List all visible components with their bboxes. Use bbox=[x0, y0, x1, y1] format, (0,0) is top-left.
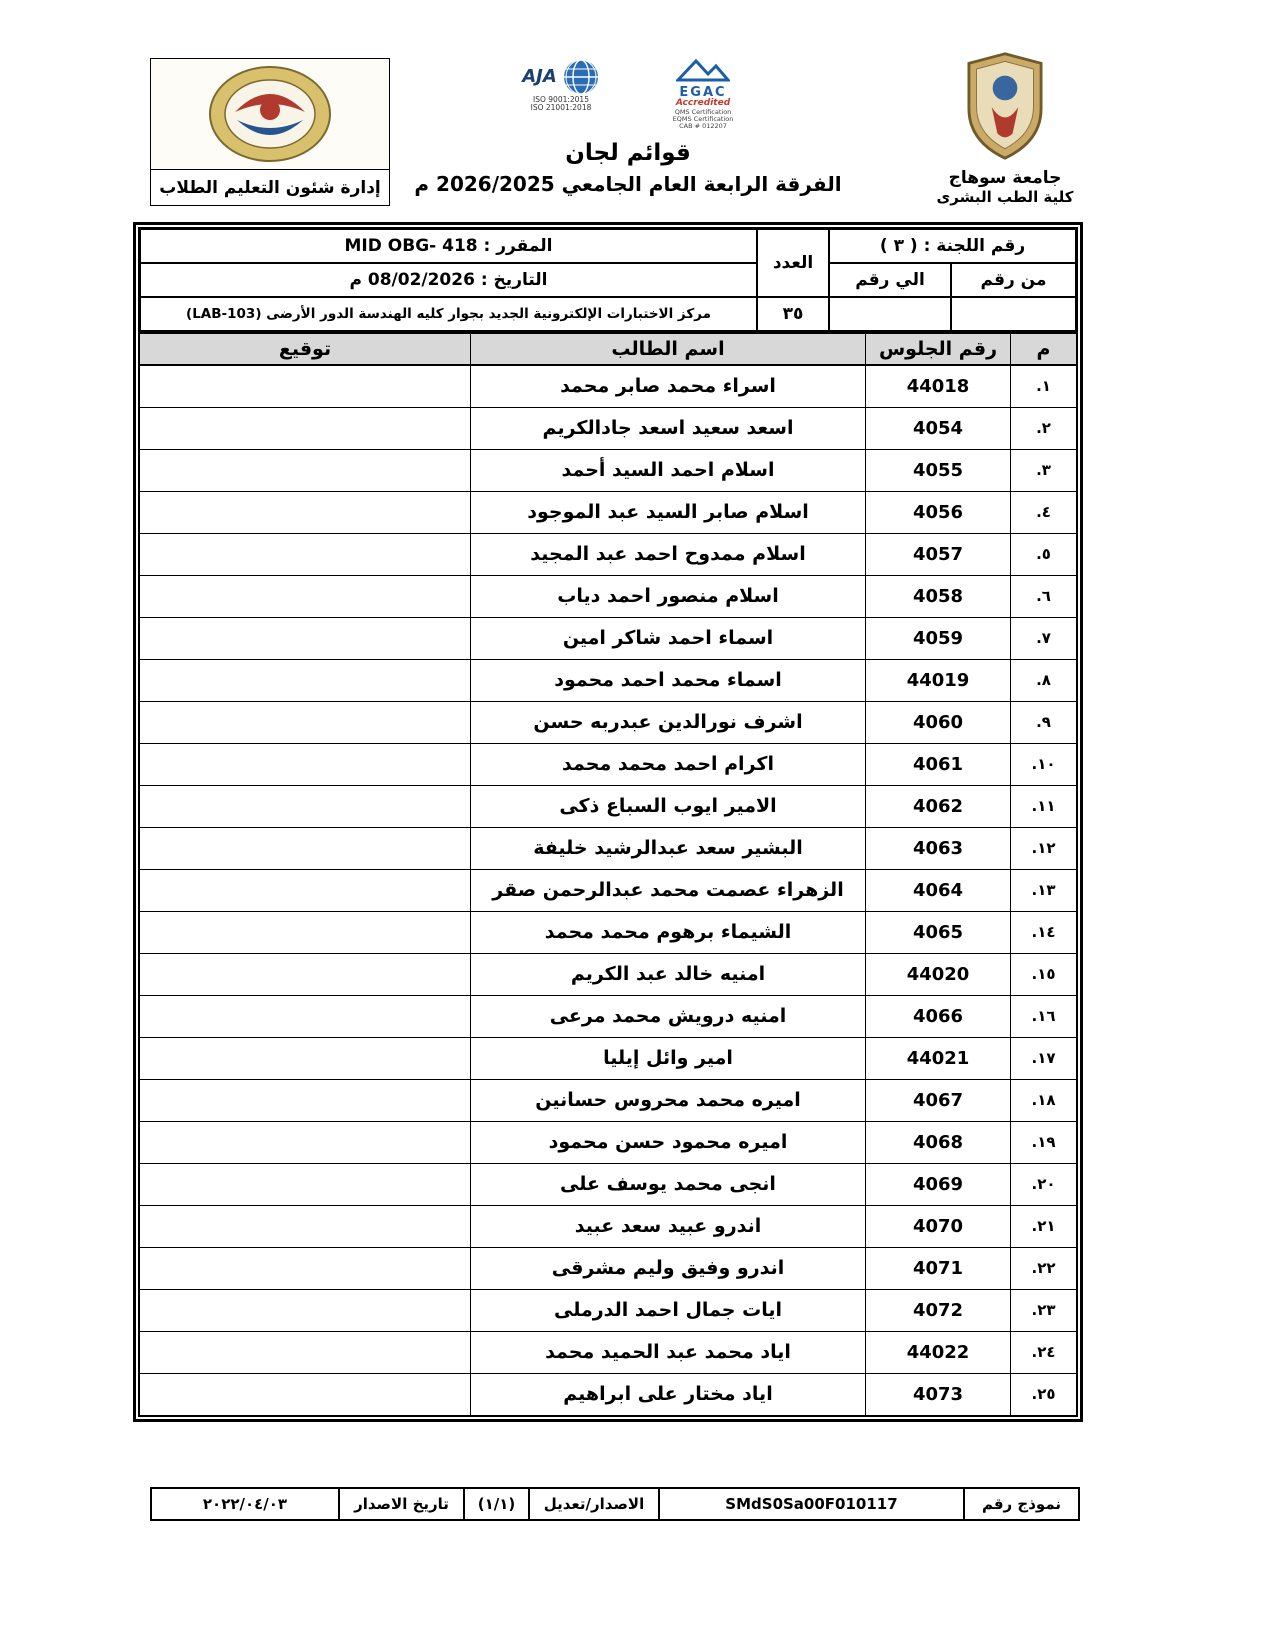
count-value: ٣٥ bbox=[757, 297, 829, 331]
signature-cell bbox=[140, 1289, 471, 1331]
student-row bbox=[140, 1121, 1077, 1163]
student-name: اياد مختار على ابراهيم bbox=[471, 1373, 866, 1415]
col-header-number: م bbox=[1011, 333, 1077, 365]
row-number: ٣. bbox=[1011, 449, 1077, 491]
signature-cell bbox=[140, 1373, 471, 1415]
exam-location: مركز الاختبارات الإلكترونية الجديد بجوار كليه الهندسة الدور الأرضى (LAB-103) bbox=[140, 297, 757, 331]
student-name: البشير سعد عبدالرشيد خليفة bbox=[471, 827, 866, 869]
signature-cell bbox=[140, 1205, 471, 1247]
version-value: (١/١) bbox=[464, 1488, 529, 1520]
row-number: ٩. bbox=[1011, 701, 1077, 743]
egac-name: EGAC bbox=[679, 84, 727, 100]
row-number: ٦. bbox=[1011, 575, 1077, 617]
count-label: العدد bbox=[757, 229, 829, 297]
administration-caption: إدارة شئون التعليم الطلاب bbox=[150, 170, 390, 206]
faculty-name: كلية الطب البشرى bbox=[936, 188, 1074, 206]
egac-line1: QMS Certification bbox=[674, 107, 732, 116]
form-footer bbox=[150, 1487, 1080, 1521]
student-name: انجى محمد يوسف على bbox=[471, 1163, 866, 1205]
signature-cell bbox=[140, 827, 471, 869]
row-number: ١٩. bbox=[1011, 1121, 1077, 1163]
signature-cell bbox=[140, 533, 471, 575]
student-name: اميره محمد محروس حسانين bbox=[471, 1079, 866, 1121]
signature-cell bbox=[140, 575, 471, 617]
row-number: ٨. bbox=[1011, 659, 1077, 701]
issue-date-label: تاريخ الاصدار bbox=[339, 1488, 464, 1520]
faculty-emblem-graphic bbox=[165, 62, 375, 166]
seat-number: 4073 bbox=[866, 1373, 1011, 1415]
student-row bbox=[140, 617, 1077, 659]
form-number-value: SMdS0Sa00F010117 bbox=[659, 1488, 964, 1520]
student-name: اياد محمد عبد الحميد محمد bbox=[471, 1331, 866, 1373]
seat-number: 4064 bbox=[866, 869, 1011, 911]
university-logo-icon bbox=[957, 50, 1053, 162]
row-number: ١٧. bbox=[1011, 1037, 1077, 1079]
seat-number: 4060 bbox=[866, 701, 1011, 743]
seat-number: 4063 bbox=[866, 827, 1011, 869]
egac-accredited-label: Accredited bbox=[675, 98, 731, 109]
student-name: الامير ايوب السباع ذكى bbox=[471, 785, 866, 827]
row-number: ١١. bbox=[1011, 785, 1077, 827]
from-number-value bbox=[951, 297, 1076, 331]
col-header-name: اسم الطالب bbox=[471, 333, 866, 365]
student-name: اسلام احمد السيد أحمد bbox=[471, 449, 866, 491]
signature-cell bbox=[140, 911, 471, 953]
student-name: اسراء محمد صابر محمد bbox=[471, 365, 866, 407]
student-name: اشرف نورالدين عبدربه حسن bbox=[471, 701, 866, 743]
signature-cell bbox=[140, 449, 471, 491]
student-name: امنيه خالد عبد الكريم bbox=[471, 953, 866, 995]
student-name: اكرام احمد محمد محمد bbox=[471, 743, 866, 785]
student-table-header-row bbox=[140, 333, 1077, 365]
signature-cell bbox=[140, 407, 471, 449]
row-number: ٢٢. bbox=[1011, 1247, 1077, 1289]
student-row bbox=[140, 1289, 1077, 1331]
seat-number: 4068 bbox=[866, 1121, 1011, 1163]
student-name: الزهراء عصمت محمد عبدالرحمن صقر bbox=[471, 869, 866, 911]
student-name: الشيماء برهوم محمد محمد bbox=[471, 911, 866, 953]
course-field: المقرر : MID OBG- 418 bbox=[140, 229, 757, 263]
aja-iso1: ISO 9001:2015 bbox=[533, 95, 589, 104]
student-name: اسلام صابر السيد عبد الموجود bbox=[471, 491, 866, 533]
row-number: ١. bbox=[1011, 365, 1077, 407]
signature-cell bbox=[140, 743, 471, 785]
signature-cell bbox=[140, 1079, 471, 1121]
form-number-label: نموذج رقم bbox=[964, 1488, 1079, 1520]
egac-line2: EQMS Certification bbox=[672, 114, 734, 123]
row-number: ١٠. bbox=[1011, 743, 1077, 785]
aja-name: AJA bbox=[522, 66, 557, 88]
seat-number: 4057 bbox=[866, 533, 1011, 575]
student-row bbox=[140, 1247, 1077, 1289]
seat-number: 4061 bbox=[866, 743, 1011, 785]
student-name: اسلام منصور احمد دياب bbox=[471, 575, 866, 617]
col-header-seat: رقم الجلوس bbox=[866, 333, 1011, 365]
student-name: اندرو عبيد سعد عبيد bbox=[471, 1205, 866, 1247]
row-number: ٧. bbox=[1011, 617, 1077, 659]
row-number: ١٦. bbox=[1011, 995, 1077, 1037]
seat-number: 4069 bbox=[866, 1163, 1011, 1205]
signature-cell bbox=[140, 491, 471, 533]
signature-cell bbox=[140, 1037, 471, 1079]
signature-cell bbox=[140, 659, 471, 701]
to-number-label: الي رقم bbox=[829, 263, 951, 297]
signature-cell bbox=[140, 1121, 471, 1163]
student-row bbox=[140, 659, 1077, 701]
student-row bbox=[140, 533, 1077, 575]
header-center bbox=[408, 58, 848, 196]
student-name: امنيه درويش محمد مرعى bbox=[471, 995, 866, 1037]
signature-cell bbox=[140, 953, 471, 995]
row-number: ١٤. bbox=[1011, 911, 1077, 953]
student-row bbox=[140, 1079, 1077, 1121]
row-number: ١٢. bbox=[1011, 827, 1077, 869]
student-row bbox=[140, 1163, 1077, 1205]
signature-cell bbox=[140, 1163, 471, 1205]
student-row bbox=[140, 491, 1077, 533]
faculty-emblem-block bbox=[150, 58, 390, 206]
seat-number: 4062 bbox=[866, 785, 1011, 827]
student-name: اسعد سعيد اسعد جادالكريم bbox=[471, 407, 866, 449]
seat-number: 44022 bbox=[866, 1331, 1011, 1373]
egac-pyramid-icon bbox=[676, 58, 730, 82]
seat-number: 4058 bbox=[866, 575, 1011, 617]
seat-number: 4065 bbox=[866, 911, 1011, 953]
student-row bbox=[140, 743, 1077, 785]
to-number-value bbox=[829, 297, 951, 331]
seat-number: 44021 bbox=[866, 1037, 1011, 1079]
student-name: اسماء محمد احمد محمود bbox=[471, 659, 866, 701]
student-row bbox=[140, 995, 1077, 1037]
row-number: ١٨. bbox=[1011, 1079, 1077, 1121]
signature-cell bbox=[140, 1331, 471, 1373]
exam-date: التاريخ : 08/02/2026 م bbox=[140, 263, 757, 297]
main-table-block bbox=[133, 222, 1083, 1422]
student-name: اسماء احمد شاكر امين bbox=[471, 617, 866, 659]
from-number-label: من رقم bbox=[951, 263, 1076, 297]
row-number: ١٣. bbox=[1011, 869, 1077, 911]
aja-iso-icon bbox=[501, 58, 621, 113]
student-table bbox=[139, 332, 1077, 1416]
signature-cell bbox=[140, 785, 471, 827]
student-name: ايات جمال احمد الدرملى bbox=[471, 1289, 866, 1331]
student-name: امير وائل إيليا bbox=[471, 1037, 866, 1079]
row-number: ٢. bbox=[1011, 407, 1077, 449]
seat-number: 4055 bbox=[866, 449, 1011, 491]
student-name: اسلام ممدوح احمد عبد المجيد bbox=[471, 533, 866, 575]
signature-cell bbox=[140, 995, 471, 1037]
seat-number: 44020 bbox=[866, 953, 1011, 995]
faculty-of-medicine-emblem-icon bbox=[150, 58, 390, 170]
aja-globe-icon bbox=[562, 58, 600, 96]
version-label: الاصدار/تعديل bbox=[529, 1488, 659, 1520]
seat-number: 4066 bbox=[866, 995, 1011, 1037]
seat-number: 4072 bbox=[866, 1289, 1011, 1331]
signature-cell bbox=[140, 1247, 471, 1289]
student-name: اميره محمود حسن محمود bbox=[471, 1121, 866, 1163]
student-row bbox=[140, 953, 1077, 995]
university-block bbox=[915, 50, 1095, 206]
accreditation-logos bbox=[408, 58, 848, 138]
row-number: ٥. bbox=[1011, 533, 1077, 575]
signature-cell bbox=[140, 617, 471, 659]
row-number: ٤. bbox=[1011, 491, 1077, 533]
student-row bbox=[140, 575, 1077, 617]
row-number: ٢٥. bbox=[1011, 1373, 1077, 1415]
form-footer-row bbox=[151, 1488, 1079, 1520]
student-table-body bbox=[140, 365, 1077, 1415]
seat-number: 4056 bbox=[866, 491, 1011, 533]
egac-accreditation-icon bbox=[651, 58, 755, 129]
signature-cell bbox=[140, 365, 471, 407]
seat-number: 4054 bbox=[866, 407, 1011, 449]
student-row bbox=[140, 449, 1077, 491]
signature-cell bbox=[140, 701, 471, 743]
student-row bbox=[140, 1331, 1077, 1373]
row-number: ٢٠. bbox=[1011, 1163, 1077, 1205]
student-row bbox=[140, 785, 1077, 827]
row-number: ٢١. bbox=[1011, 1205, 1077, 1247]
student-row bbox=[140, 701, 1077, 743]
page-subtitle: الفرقة الرابعة العام الجامعي 2026/2025 م bbox=[414, 172, 842, 196]
seat-number: 4059 bbox=[866, 617, 1011, 659]
row-number: ١٥. bbox=[1011, 953, 1077, 995]
student-row bbox=[140, 1373, 1077, 1415]
signature-cell bbox=[140, 869, 471, 911]
seat-number: 4071 bbox=[866, 1247, 1011, 1289]
aja-iso2: ISO 21001:2018 bbox=[530, 103, 592, 113]
student-row bbox=[140, 869, 1077, 911]
issue-date-value: ٢٠٢٢/٠٤/٠٣ bbox=[151, 1488, 339, 1520]
seat-number: 4067 bbox=[866, 1079, 1011, 1121]
student-name: اندرو وفيق وليم مشرقى bbox=[471, 1247, 866, 1289]
student-row bbox=[140, 1205, 1077, 1247]
university-name: جامعة سوهاج bbox=[948, 168, 1062, 188]
page-title: قوائم لجان bbox=[565, 140, 691, 166]
egac-line3: CAB # 012207 bbox=[679, 121, 727, 130]
seat-number: 4070 bbox=[866, 1205, 1011, 1247]
seat-number: 44018 bbox=[866, 365, 1011, 407]
seat-number: 44019 bbox=[866, 659, 1011, 701]
row-number: ٢٣. bbox=[1011, 1289, 1077, 1331]
student-row bbox=[140, 365, 1077, 407]
student-row bbox=[140, 407, 1077, 449]
student-row bbox=[140, 827, 1077, 869]
student-row bbox=[140, 1037, 1077, 1079]
exam-info-table bbox=[139, 228, 1077, 332]
student-row bbox=[140, 911, 1077, 953]
row-number: ٢٤. bbox=[1011, 1331, 1077, 1373]
col-header-signature: توقيع bbox=[140, 333, 471, 365]
committee-number: رقم اللجنة : ( ٣ ) bbox=[829, 229, 1076, 263]
